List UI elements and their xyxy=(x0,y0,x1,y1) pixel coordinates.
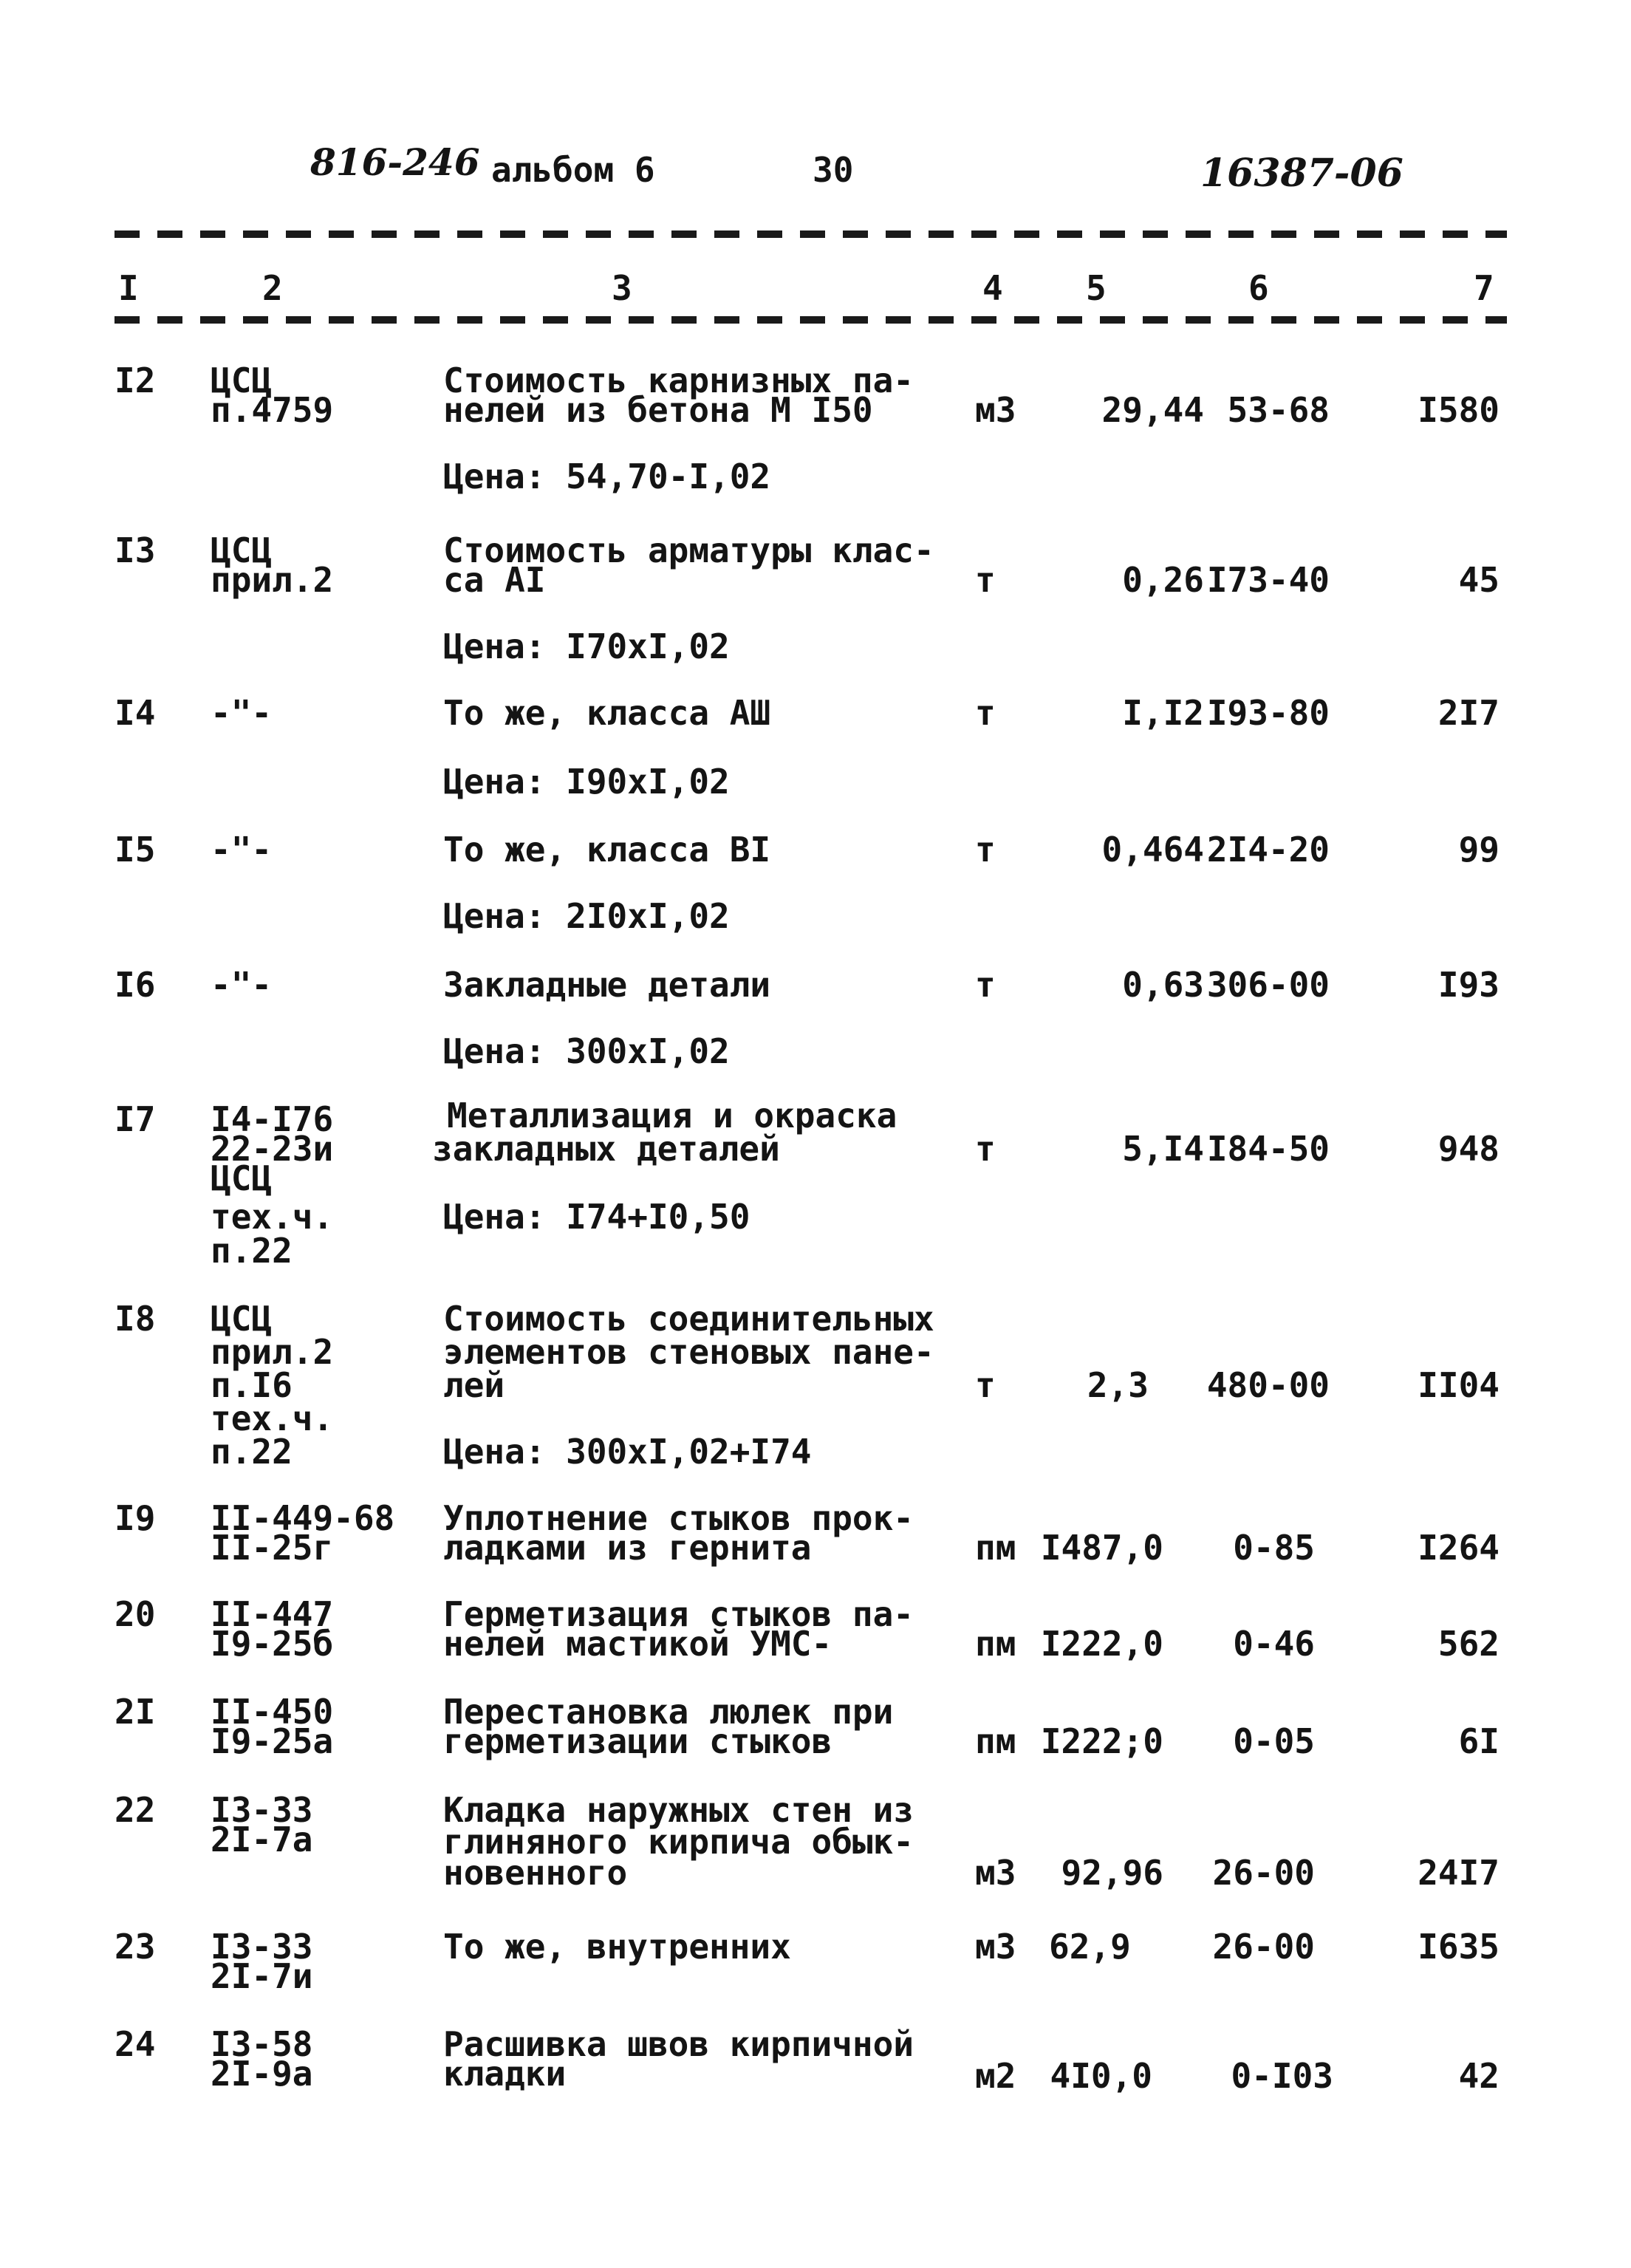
row-number: I6 xyxy=(114,965,156,1005)
norm-code: I9-25а xyxy=(211,1721,334,1761)
norm-code: I9-25б xyxy=(211,1624,334,1664)
norm-code: п.22 xyxy=(211,1432,293,1472)
unit-rate: 2I4-20 xyxy=(1206,830,1330,870)
header-rule-bottom xyxy=(114,316,1507,324)
total-cost: 99 xyxy=(1458,830,1500,870)
quantity: I222,0 xyxy=(1040,1624,1163,1664)
norm-code: 2I-9а xyxy=(211,2054,313,2094)
norm-code: тех.ч. xyxy=(211,1197,334,1237)
norm-code: II-449-68 xyxy=(211,1498,395,1538)
norm-code: II-447 xyxy=(211,1594,334,1634)
row-number: 22 xyxy=(114,1790,156,1830)
column-number-7: 7 xyxy=(1474,268,1494,308)
item-description: То же, класса ВI xyxy=(443,830,771,870)
price-formula: Цена: 2I0xI,02 xyxy=(443,896,730,936)
total-cost: I93 xyxy=(1437,965,1500,1005)
norm-code: -"- xyxy=(211,830,273,870)
item-description: Стоимость соединительных xyxy=(443,1299,934,1339)
unit: т xyxy=(975,830,996,870)
album-label: альбом 6 xyxy=(491,150,655,190)
norm-code: прил.2 xyxy=(211,560,334,600)
norm-code: ЦСЦ xyxy=(211,1299,273,1339)
item-description: закладных деталей xyxy=(432,1129,780,1169)
unit: пм xyxy=(975,1624,1016,1664)
norm-code: п.I6 xyxy=(211,1365,293,1405)
quantity: 0,26 xyxy=(1122,560,1204,600)
item-description: Закладные детали xyxy=(443,965,771,1005)
quantity: 4I0,0 xyxy=(1050,2056,1152,2096)
row-number: I9 xyxy=(114,1498,156,1538)
item-description: элементов стеновых пане- xyxy=(443,1332,934,1372)
price-formula: Цена: I70xI,02 xyxy=(443,626,730,666)
quantity: 62,9 xyxy=(1049,1927,1131,1967)
item-description: Уплотнение стыков прок- xyxy=(443,1498,914,1538)
norm-code: 22-23и xyxy=(211,1129,334,1169)
column-number-4: 4 xyxy=(982,268,1003,308)
norm-code: -"- xyxy=(211,693,273,733)
norm-code: I3-58 xyxy=(211,2024,313,2064)
total-cost: 2I7 xyxy=(1437,693,1500,733)
norm-code: п.22 xyxy=(211,1231,293,1271)
item-description: Кладка наружных стен из xyxy=(443,1790,914,1830)
row-number: I8 xyxy=(114,1299,156,1339)
norm-code: I3-33 xyxy=(211,1790,313,1830)
doc-code-handwritten: 816-246 xyxy=(310,140,480,184)
quantity: 0,63 xyxy=(1122,965,1204,1005)
unit-rate: 0-05 xyxy=(1233,1721,1315,1761)
quantity: 0,464 xyxy=(1101,830,1204,870)
item-description: новенного xyxy=(443,1853,628,1893)
norm-code: 2I-7и xyxy=(211,1956,313,1996)
norm-code: II-25г xyxy=(211,1528,334,1568)
row-number: I4 xyxy=(114,693,156,733)
item-description: кладки xyxy=(443,2054,567,2094)
total-cost: 45 xyxy=(1458,560,1500,600)
unit: м2 xyxy=(975,2056,1016,2096)
unit-rate: I84-50 xyxy=(1206,1129,1330,1169)
item-description: лей xyxy=(443,1365,505,1405)
item-description: нелей из бетона М I50 xyxy=(443,390,873,430)
item-description: ладками из гернита xyxy=(443,1528,812,1568)
quantity: 2,3 xyxy=(1087,1365,1149,1405)
norm-code: прил.2 xyxy=(211,1332,334,1372)
column-number-5: 5 xyxy=(1086,268,1107,308)
item-description: Стоимость карнизных па- xyxy=(443,361,914,400)
total-cost: 6I xyxy=(1458,1721,1500,1761)
norm-code: ЦСЦ xyxy=(211,361,273,400)
norm-code: I4-I76 xyxy=(211,1099,334,1139)
unit: пм xyxy=(975,1721,1016,1761)
item-description: са АI xyxy=(443,560,546,600)
row-number: I5 xyxy=(114,830,156,870)
column-number-2: 2 xyxy=(262,268,283,308)
total-cost: II04 xyxy=(1418,1365,1500,1405)
price-formula: Цена: I74+I0,50 xyxy=(443,1197,750,1237)
row-number: 23 xyxy=(114,1927,156,1967)
quantity: I,I2 xyxy=(1122,693,1204,733)
total-cost: 42 xyxy=(1458,2056,1500,2096)
unit-rate: 0-I03 xyxy=(1231,2056,1333,2096)
unit-rate: 480-00 xyxy=(1206,1365,1330,1405)
quantity: 5,I4 xyxy=(1122,1129,1204,1169)
row-number: I3 xyxy=(114,530,156,570)
unit-rate: 26-00 xyxy=(1212,1853,1315,1893)
price-formula: Цена: 54,70-I,02 xyxy=(443,457,771,496)
unit: м3 xyxy=(975,1853,1016,1893)
item-description: Перестановка люлек при xyxy=(443,1692,894,1732)
total-cost: I635 xyxy=(1418,1927,1500,1967)
total-cost: I264 xyxy=(1418,1528,1500,1568)
quantity: 92,96 xyxy=(1061,1853,1163,1893)
total-cost: 562 xyxy=(1437,1624,1500,1664)
total-cost: 948 xyxy=(1437,1129,1500,1169)
row-number: I2 xyxy=(114,361,156,400)
norm-code: тех.ч. xyxy=(211,1398,334,1438)
item-description: Герметизация стыков па- xyxy=(443,1594,914,1634)
unit: т xyxy=(975,1365,996,1405)
row-number: 2I xyxy=(114,1692,156,1732)
unit-rate: 53-68 xyxy=(1227,390,1330,430)
unit-rate: I93-80 xyxy=(1206,693,1330,733)
unit-rate: 26-00 xyxy=(1212,1927,1315,1967)
unit: м3 xyxy=(975,1927,1016,1967)
unit: т xyxy=(975,693,996,733)
unit: т xyxy=(975,560,996,600)
unit: т xyxy=(975,1129,996,1169)
row-number: 20 xyxy=(114,1594,156,1634)
row-number: 24 xyxy=(114,2024,156,2064)
unit: т xyxy=(975,965,996,1005)
item-description: глиняного кирпича обык- xyxy=(443,1822,914,1862)
column-number-1: I xyxy=(118,268,139,308)
item-description: нелей мастикой УМС- xyxy=(443,1624,832,1664)
item-description: Металлизация и окраска xyxy=(447,1096,897,1135)
unit-rate: 0-46 xyxy=(1233,1624,1315,1664)
column-number-6: 6 xyxy=(1248,268,1269,308)
total-cost: I580 xyxy=(1418,390,1500,430)
norm-code: п.4759 xyxy=(211,390,334,430)
price-formula: Цена: 300xI,02 xyxy=(443,1031,730,1071)
item-description: Стоимость арматуры клас- xyxy=(443,530,934,570)
norm-code: ЦСЦ xyxy=(211,1158,273,1198)
norm-code: 2I-7а xyxy=(211,1820,313,1859)
norm-code: ЦСЦ xyxy=(211,530,273,570)
inventory-number-handwritten: 16387-06 xyxy=(1200,151,1403,196)
item-description: То же, внутренних xyxy=(443,1927,791,1967)
unit: м3 xyxy=(975,390,1016,430)
unit: пм xyxy=(975,1528,1016,1568)
unit-rate: 306-00 xyxy=(1206,965,1330,1005)
unit-rate: 0-85 xyxy=(1233,1528,1315,1568)
item-description: герметизации стыков xyxy=(443,1721,832,1761)
item-description: То же, класса АШ xyxy=(443,693,771,733)
row-number: I7 xyxy=(114,1099,156,1139)
quantity: I487,0 xyxy=(1040,1528,1163,1568)
norm-code: II-450 xyxy=(211,1692,334,1732)
item-description: Расшивка швов кирпичной xyxy=(443,2024,914,2064)
price-formula: Цена: I90xI,02 xyxy=(443,762,730,802)
quantity: 29,44 xyxy=(1101,390,1204,430)
page-number: 30 xyxy=(813,150,854,190)
price-formula: Цена: 300xI,02+I74 xyxy=(443,1432,812,1472)
column-number-3: 3 xyxy=(612,268,632,308)
header-rule-top xyxy=(114,230,1507,238)
norm-code: -"- xyxy=(211,965,273,1005)
quantity: I222;0 xyxy=(1040,1721,1163,1761)
total-cost: 24I7 xyxy=(1418,1853,1500,1893)
unit-rate: I73-40 xyxy=(1206,560,1330,600)
norm-code: I3-33 xyxy=(211,1927,313,1967)
